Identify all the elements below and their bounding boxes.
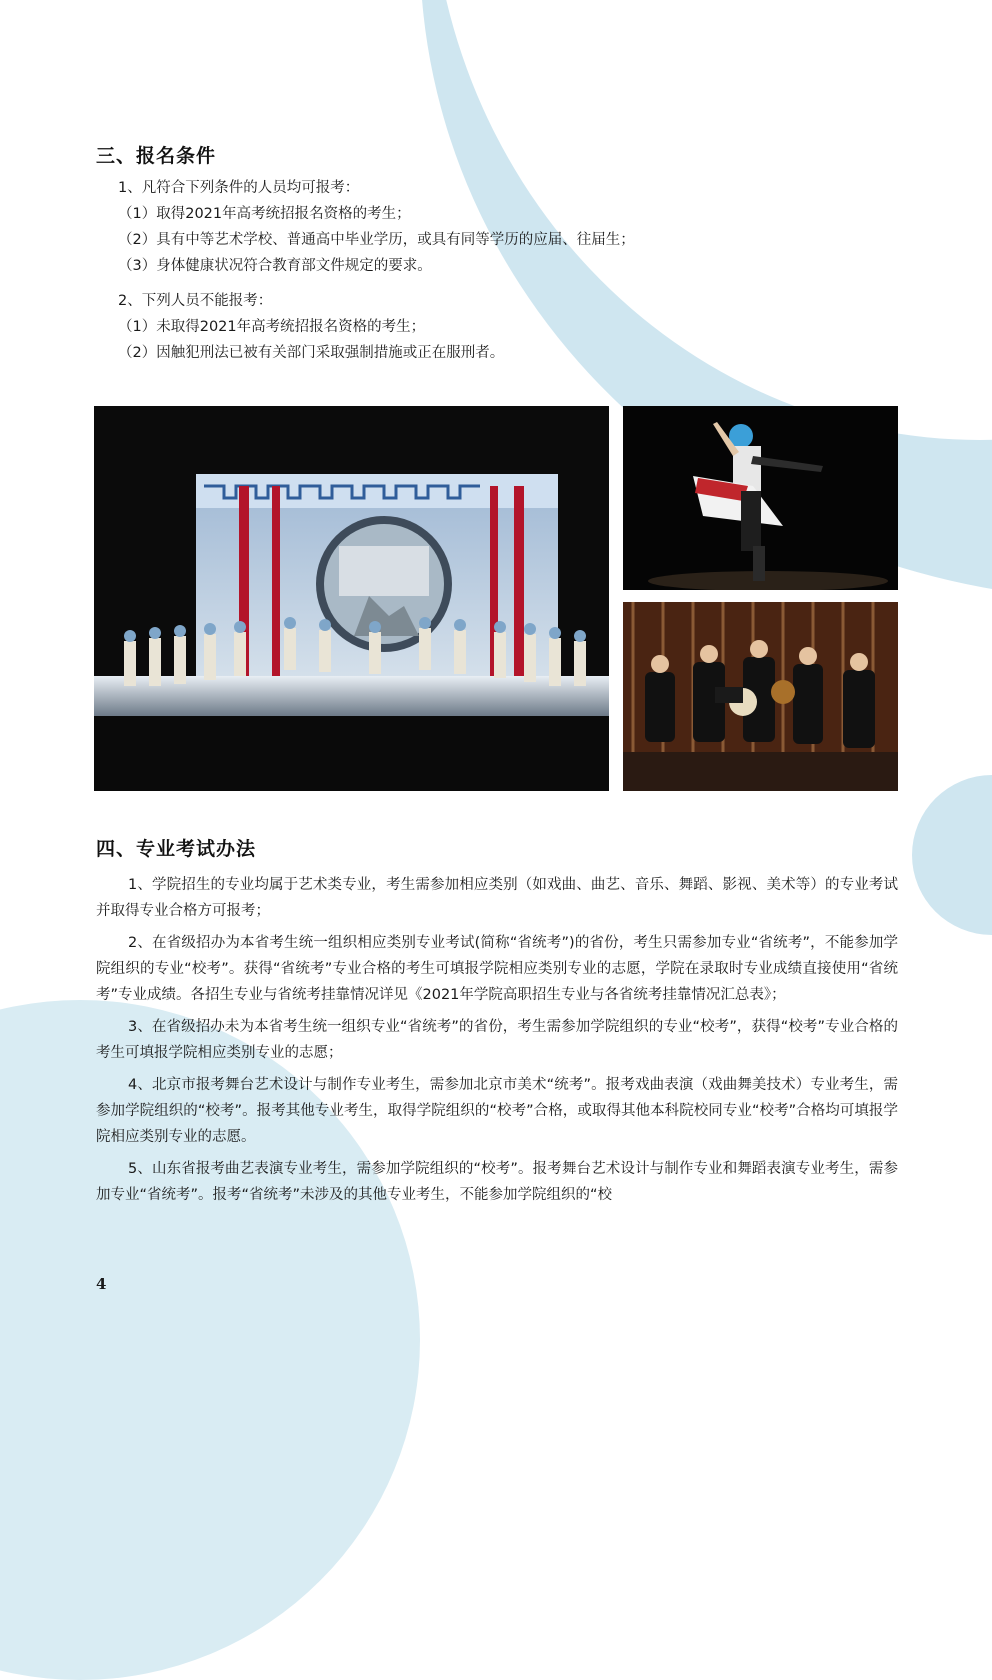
list-item: （1）取得2021年高考统招报名资格的考生；: [118, 206, 411, 222]
list-item: （3）身体健康状况符合教育部文件规定的要求。: [118, 258, 432, 274]
section-title-registration: 三、报名条件: [96, 145, 217, 167]
opera-dancer-photo: [623, 406, 898, 590]
orchestra-photo: [623, 602, 898, 791]
paragraph: 4、北京市报考舞台艺术设计与制作专业考生，需参加北京市美术“统考”。报考戏曲表演（戏曲舞美技术）专业考生，需参加学院组织的“校考”。报考其他专业考生，取得学院组织的“校考”合格，或取得其他本科院校同专业“校考”合格均可填报学院相应类别专业的志愿。: [96, 1077, 898, 1145]
list-item: 2、下列人员不能报考：: [118, 293, 273, 309]
eligible-conditions-list: [118, 175, 635, 279]
exam-methods-paragraphs: [96, 872, 898, 1214]
list-item: （2）因触犯刑法已被有关部门采取强制措施或正在服刑者。: [118, 345, 505, 361]
paragraph: 2、在省级招办为本省考生统一组织相应类别专业考试(简称“省统考”)的省份，考生只需参加专业“省统考”，不能参加学院组织的专业“校考”。获得“省统考”专业合格的考生可填报学院相应类别专业的志愿，学院在录取时专业成绩直接使用“省统考”专业成绩。各招生专业与省统考挂靠情况详见《2021年学院高职招生专业与各省统考挂靠情况汇总表》；: [96, 935, 898, 1003]
list-item: 1、凡符合下列条件的人员均可报考：: [118, 180, 360, 196]
page-number: 4: [96, 1275, 107, 1293]
stage-performance-photo: [94, 406, 609, 791]
paragraph: 1、学院招生的专业均属于艺术类专业，考生需参加相应类别（如戏曲、曲艺、音乐、舞蹈、影视、美术等）的专业考试并取得专业合格方可报考；: [96, 877, 898, 919]
dancer-illustration: [623, 406, 898, 590]
paragraph: 5、山东省报考曲艺表演专业考生，需参加学院组织的“校考”。报考舞台艺术设计与制作专业和舞蹈表演专业考生，需参加专业“省统考”。报考“省统考”未涉及的其他专业考生，不能参加学院组织的“校: [96, 1161, 898, 1203]
list-item: （1）未取得2021年高考统招报名资格的考生；: [118, 319, 426, 335]
ineligible-conditions-list: [118, 288, 504, 366]
list-item: （2）具有中等艺术学校、普通高中毕业学历，或具有同等学历的应届、往届生；: [118, 232, 635, 248]
stage-illustration: [94, 406, 609, 791]
orchestra-illustration: [623, 602, 898, 791]
paragraph: 3、在省级招办未为本省考生统一组织专业“省统考”的省份，考生需参加学院组织的专业“校考”，获得“校考”专业合格的考生可填报学院相应类别专业的志愿；: [96, 1019, 898, 1061]
section-title-exam-methods: 四、专业考试办法: [96, 838, 257, 860]
